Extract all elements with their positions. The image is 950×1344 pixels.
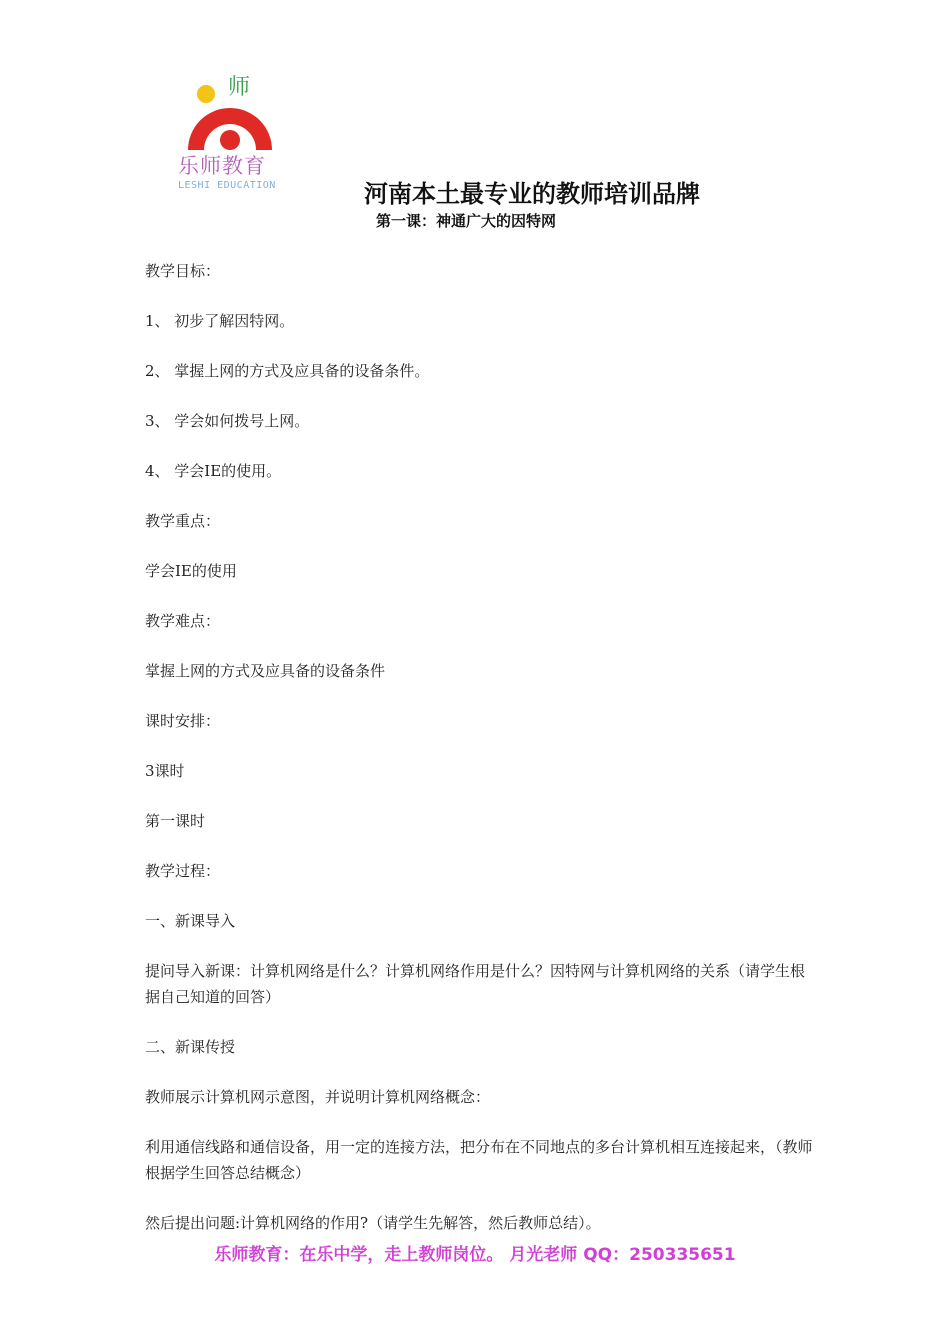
logo-subtitle: LESHI EDUCATION xyxy=(178,180,276,191)
paragraph: 教学难点： xyxy=(145,612,221,630)
logo-name: 乐师教育 xyxy=(178,154,266,178)
paragraph: 提问导入新课：计算机网络是什么？计算机网络作用是什么？因特网与计算机网络的关系（请学生根据自己知道的回答） xyxy=(145,962,806,1006)
logo-dot-icon xyxy=(197,85,215,103)
paragraph: 1、 初步了解因特网。 xyxy=(145,312,295,330)
paragraph: 教师展示计算机网示意图，并说明计算机网络概念： xyxy=(145,1088,491,1106)
paragraph: 掌握上网的方式及应具备的设备条件 xyxy=(145,662,386,680)
brand-logo xyxy=(170,70,290,200)
paragraph: 课时安排： xyxy=(145,712,221,730)
paragraph: 教学目标： xyxy=(145,262,221,280)
page-title: 河南本土最专业的教师培训品牌 xyxy=(364,179,700,208)
paragraph: 一、新课导入 xyxy=(145,912,236,930)
footer-banner: 乐师教育：在乐中学，走上教师岗位。 月光老师 QQ：250335651 xyxy=(214,1245,736,1265)
paragraph: 4、 学会IE的使用。 xyxy=(145,462,282,480)
paragraph: 二、新课传授 xyxy=(145,1038,236,1056)
paragraph: 利用通信线路和通信设备，用一定的连接方法，把分布在不同地点的多台计算机相互连接起来，（教师根据学生回答总结概念） xyxy=(145,1138,813,1182)
logo-center-icon xyxy=(220,130,240,150)
lesson-title: 第一课：神通广大的因特网 xyxy=(376,212,557,230)
paragraph: 2、 掌握上网的方式及应具备的设备条件。 xyxy=(145,362,430,380)
paragraph: 教学重点： xyxy=(145,512,221,530)
paragraph: 然后提出问题:计算机网络的作用?（请学生先解答，然后教师总结）。 xyxy=(145,1214,601,1232)
paragraph: 学会IE的使用 xyxy=(145,562,237,580)
document-body xyxy=(145,258,815,1260)
paragraph: 3、 学会如何拨号上网。 xyxy=(145,412,310,430)
paragraph: 第一课时 xyxy=(145,812,206,830)
logo-emblem-icon xyxy=(178,70,278,152)
logo-glyph: 师 xyxy=(228,75,251,100)
paragraph: 教学过程： xyxy=(145,862,221,880)
paragraph: 3课时 xyxy=(145,762,185,780)
